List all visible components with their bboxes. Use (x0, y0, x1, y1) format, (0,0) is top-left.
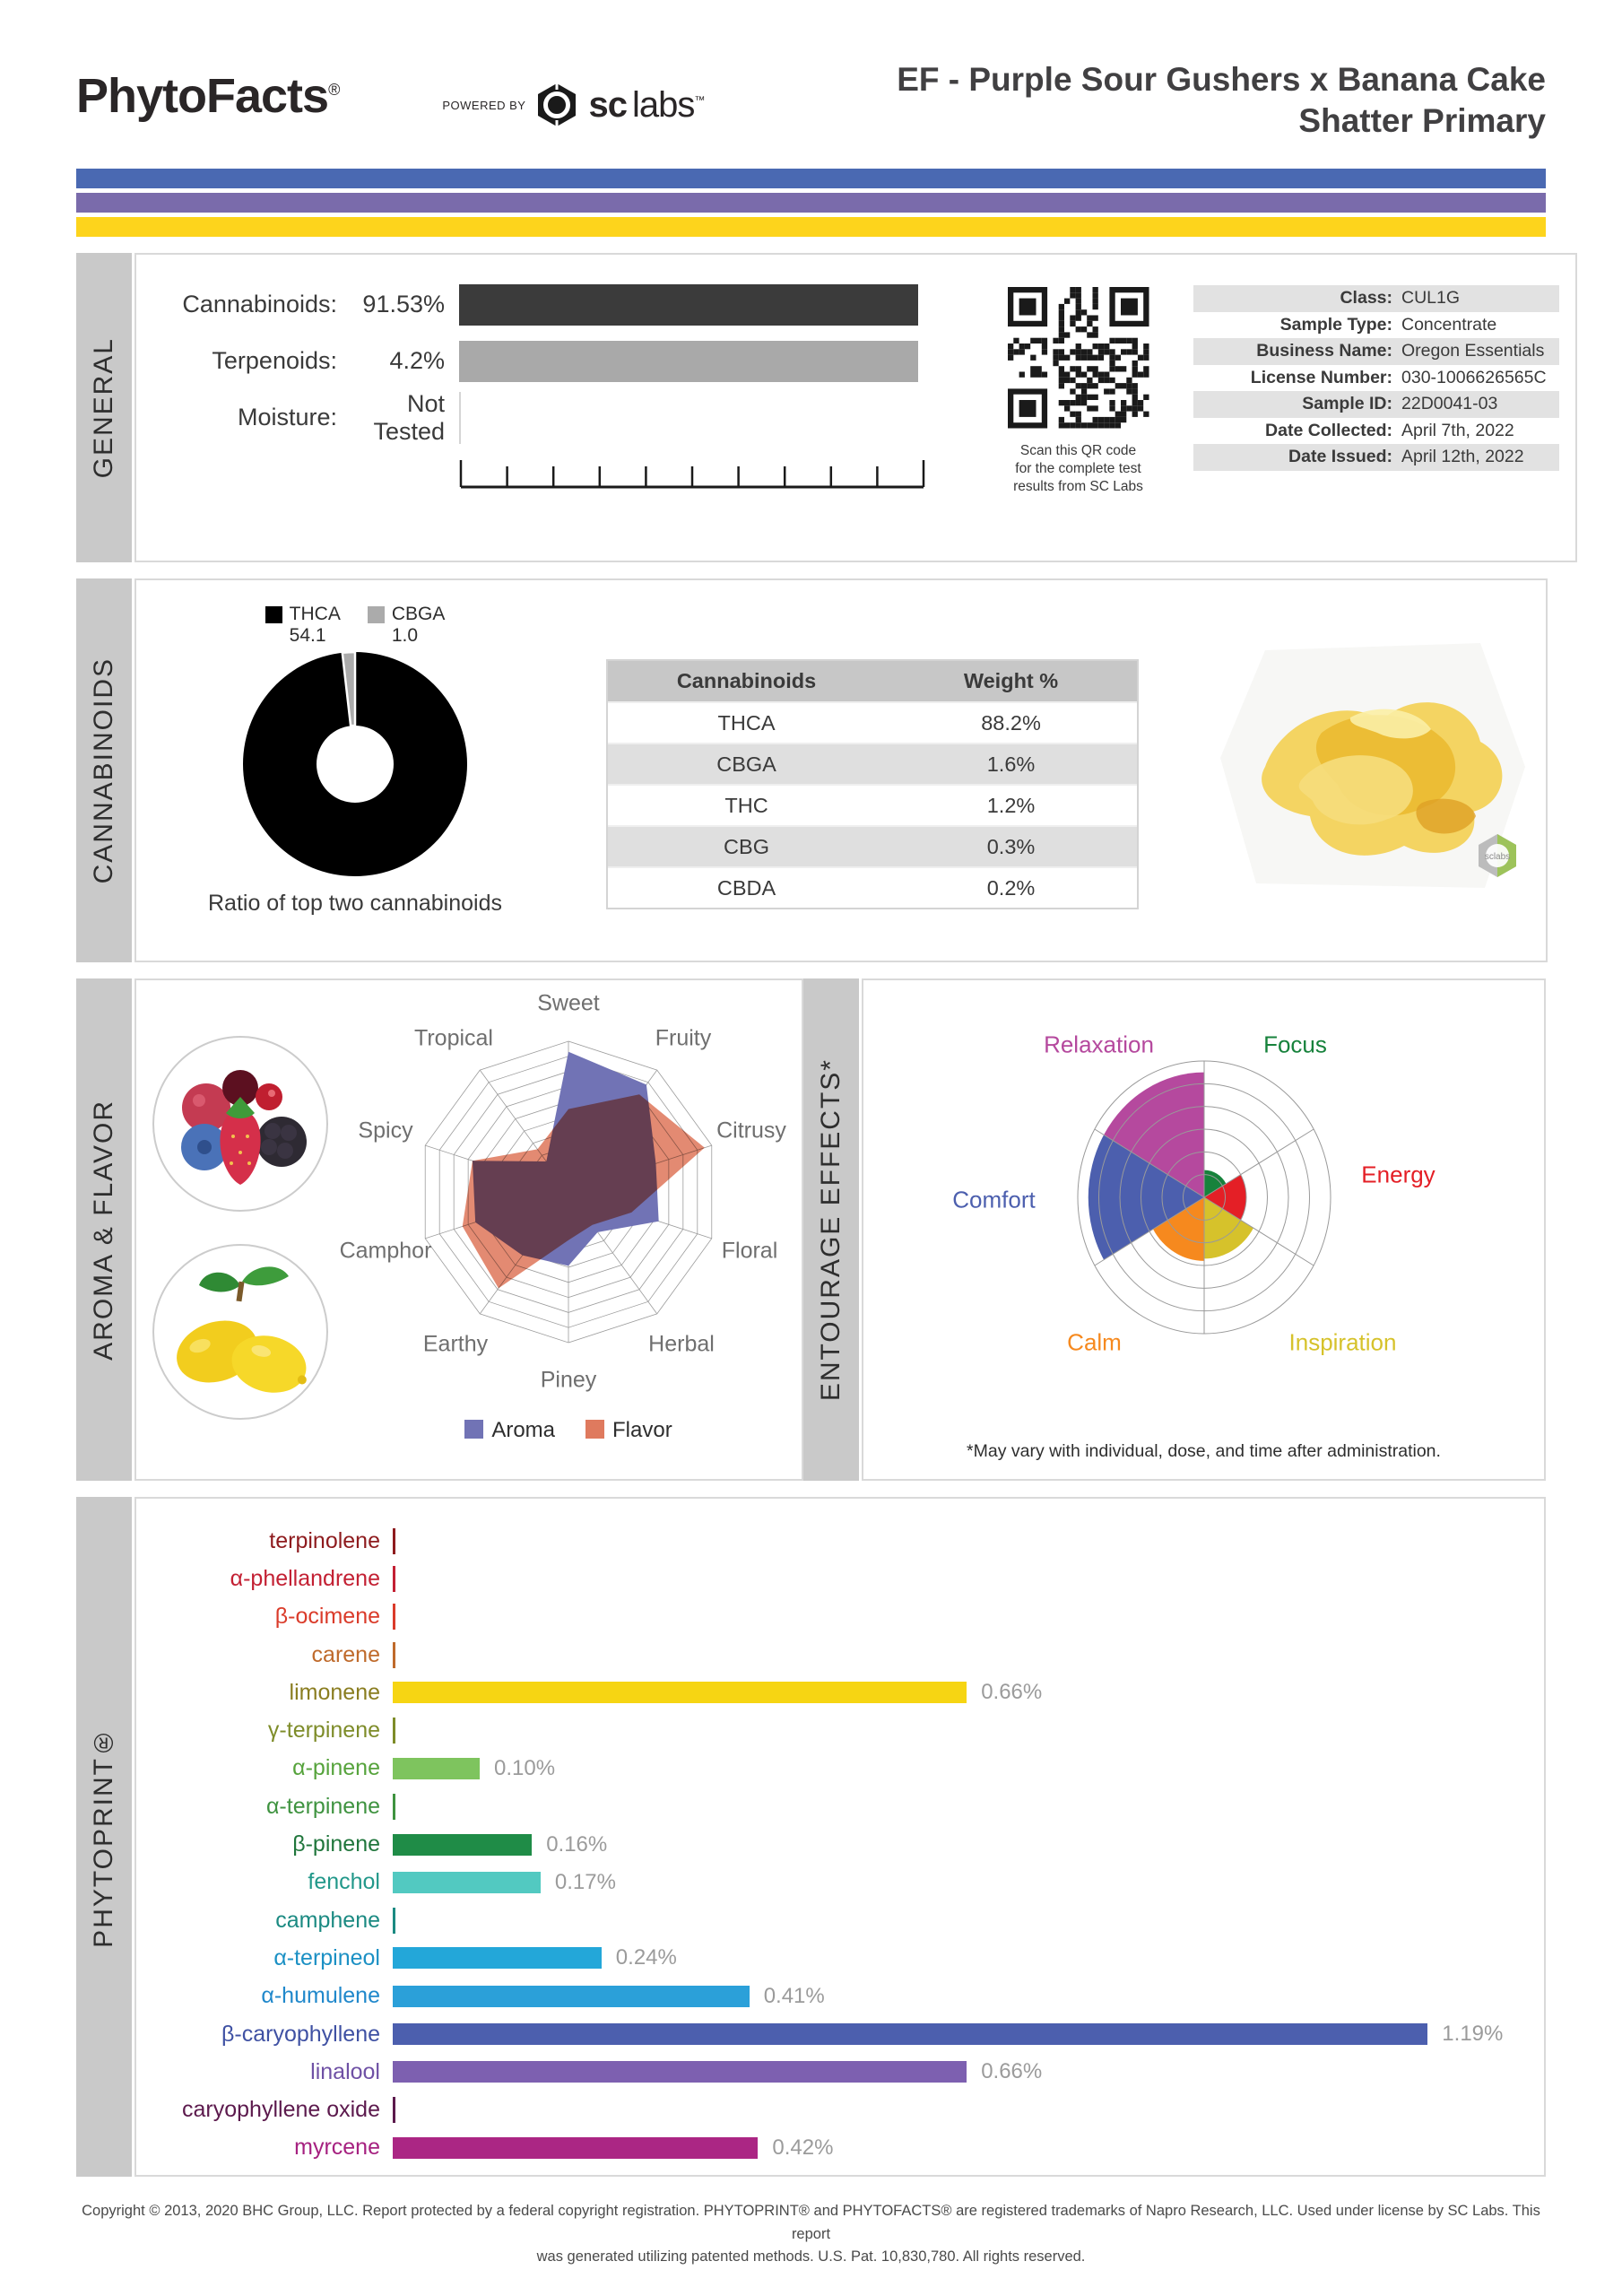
terpene-row (136, 1901, 1544, 1939)
terpene-bar (393, 1834, 532, 1856)
radar-label-floral: Floral (721, 1238, 778, 1264)
terpene-row (136, 1750, 1544, 1787)
section-label-phytoprint: PHYTOPRINT® (76, 1497, 132, 2177)
sample-info-row (1193, 391, 1559, 418)
terpene-name: camphene (275, 1907, 380, 1933)
info-value: CUL1G (1401, 288, 1461, 309)
entourage-label-inspiration: Inspiration (1288, 1328, 1397, 1356)
section-label-cannabinoids: CANNABINOIDS (76, 578, 132, 962)
terpene-row (136, 1939, 1544, 1977)
sclabs-labs: labs (631, 84, 695, 125)
info-value: Oregon Essentials (1401, 341, 1545, 361)
terpene-row (136, 2091, 1544, 2128)
terpene-value: 0.24% (615, 1945, 677, 1970)
powered-by-block (442, 83, 704, 127)
terpene-name: fenchol (308, 1869, 380, 1895)
cannabinoids-total-bar (459, 284, 918, 326)
terpene-row (136, 1636, 1544, 1674)
cannabinoid-table-row (608, 825, 1137, 866)
cannabinoid-ratio-donut (238, 647, 473, 882)
entourage-label-energy: Energy (1361, 1161, 1436, 1188)
cannabinoid-weight: 88.2% (981, 710, 1041, 735)
donut-block (158, 598, 552, 948)
title-line-1: EF - Purple Sour Gushers x Banana Cake (897, 61, 1546, 98)
terpene-bar (393, 1872, 541, 1893)
thca-swatch (265, 606, 282, 623)
sample-info-row (1193, 365, 1559, 392)
copyright-line-2: was generated utilizing patented methods. U.S. Pat. 10,830,780. All rights reserved. (536, 2248, 1086, 2266)
terpene-row (136, 1825, 1544, 1863)
terpene-value: 0.42% (772, 2135, 834, 2160)
cannabinoid-weight: 0.3% (986, 834, 1036, 858)
terpene-value: 0.66% (981, 1680, 1043, 1705)
cannabinoid-name: Cannabinoids (676, 669, 817, 692)
cannabinoid-weight: 0.2% (986, 875, 1036, 900)
terpene-name: limonene (289, 1679, 380, 1705)
radar-label-piney: Piney (540, 1367, 597, 1393)
berries-image (152, 1036, 328, 1212)
cannabinoid-table-row (608, 784, 1137, 825)
cannabinoid-name: THCA (717, 710, 776, 735)
cannabinoid-table (606, 659, 1139, 909)
terpene-bar (393, 2061, 967, 2083)
moisture-axis-tick (459, 392, 461, 444)
terpene-name: terpinolene (269, 1527, 380, 1553)
title-line-2: Shatter Primary (1298, 101, 1546, 139)
aroma-radar-chart (335, 989, 802, 1404)
accent-bar-blue (76, 169, 1546, 188)
lemons-image (152, 1244, 328, 1420)
copyright-line-1: Copyright © 2013, 2020 BHC Group, LLC. Report protected by a federal copyright registration. PHYTOPRINT® and PHYTOFACTS® are registered trademarks of Napro Research, LLC. Used under license by SC Labs. This report (82, 2203, 1540, 2242)
powered-by-label: POWERED BY (442, 98, 526, 112)
terpene-value: 0.17% (554, 1869, 616, 1894)
terpene-name: α-humulene (261, 1983, 380, 2009)
cannabinoid-table-row (608, 743, 1137, 784)
entourage-panel (862, 978, 1546, 1481)
aroma-radar-block (335, 989, 802, 1472)
cannabinoids-total-row (158, 276, 956, 333)
cannabinoid-name: CBG (724, 834, 769, 858)
terpene-row (136, 1978, 1544, 2015)
terpene-bar (393, 2137, 758, 2159)
terpene-name: β-caryophyllene (221, 2021, 380, 2047)
legend-flavor: Flavor (585, 1418, 672, 1443)
cannabinoid-table-row (608, 866, 1137, 908)
qr-caption: Scan this QR code for the complete test results from SC Labs (1013, 443, 1143, 494)
flavor-swatch (585, 1420, 604, 1439)
terpene-row (136, 1560, 1544, 1597)
cannabinoid-weight: 1.2% (986, 793, 1036, 817)
terpene-name: carene (311, 1641, 380, 1667)
sclabs-wordmark (588, 85, 704, 126)
terpene-name: α-phellandrene (230, 1565, 380, 1591)
general-totals (158, 276, 956, 548)
sample-info-row (1193, 338, 1559, 365)
brand-text: PhytoFacts (76, 69, 329, 123)
radar-label-citrusy: Citrusy (716, 1118, 786, 1144)
trademark-mark: ™ (694, 93, 705, 107)
entourage-label-calm: Calm (1067, 1328, 1122, 1356)
sclabs-sc: sc (588, 84, 627, 125)
info-label: Sample ID: (1302, 394, 1392, 414)
entourage-label-comfort: Comfort (952, 1186, 1036, 1213)
cannabinoid-table-row (608, 661, 1137, 701)
section-general (76, 253, 1546, 562)
terpene-row (136, 1598, 1544, 1636)
terpene-bar (393, 1947, 602, 1969)
terpene-bar (393, 1758, 480, 1779)
info-value: April 12th, 2022 (1401, 447, 1524, 467)
radar-label-earthy: Earthy (422, 1331, 489, 1357)
sample-info-row (1193, 285, 1559, 312)
radar-label-tropical: Tropical (414, 1025, 493, 1051)
sclabs-hexagon-icon (536, 83, 577, 127)
cannabinoid-table-row (608, 701, 1137, 743)
moisture-value: Not Tested (373, 389, 445, 445)
aroma-swatch (464, 1420, 483, 1439)
phytoprint-panel (134, 1497, 1546, 2177)
terpene-value: 0.66% (981, 2059, 1043, 2084)
entourage-chart (890, 991, 1518, 1411)
general-panel (134, 253, 1577, 562)
aroma-flavor-legend (464, 1418, 672, 1443)
info-label: Date Issued: (1288, 447, 1392, 467)
info-value: 030-1006626565C (1401, 367, 1547, 387)
terpene-value: 1.19% (1442, 2022, 1504, 2046)
info-value: Concentrate (1401, 314, 1497, 335)
cannabinoid-name: CBGA (716, 752, 776, 776)
legend-aroma: Aroma (464, 1418, 555, 1443)
section-label-general: GENERAL (76, 253, 132, 562)
terpene-row (136, 2015, 1544, 2053)
legend-item-cbga: CBGA 1.0 (368, 604, 446, 647)
terpene-row (136, 1674, 1544, 1711)
terpene-name: myrcene (294, 2135, 380, 2161)
terpene-bar (393, 1566, 395, 1592)
terpene-name: β-pinene (292, 1831, 380, 1857)
accent-bar-purple (76, 193, 1546, 213)
entourage-footnote: *May vary with individual, dose, and time after administration. (967, 1441, 1441, 1461)
qr-block (986, 276, 1170, 548)
terpenoids-total-label: Terpenoids: (212, 347, 337, 374)
terpene-bar (393, 2023, 1427, 2045)
aroma-images (145, 989, 335, 1472)
terpene-name: β-ocimene (274, 1604, 380, 1630)
info-value: 22D0041-03 (1401, 394, 1498, 414)
legend-item-thca: THCA 54.1 (265, 604, 341, 647)
cannabinoid-name: THC (724, 793, 768, 817)
info-label: License Number: (1250, 367, 1392, 387)
terpene-value: 0.10% (494, 1755, 556, 1780)
section-label-entourage: ENTOURAGE EFFECTS* (803, 978, 859, 1481)
terpene-name: α-terpinene (265, 1793, 380, 1819)
copyright-footer (76, 2200, 1546, 2269)
section-phytoprint (76, 1497, 1546, 2177)
moisture-label: Moisture: (237, 404, 337, 430)
moisture-row (158, 389, 956, 446)
terpene-bar (393, 2097, 395, 2123)
terpenoids-total-bar (459, 341, 918, 382)
sample-photo (1216, 632, 1530, 897)
terpene-bar (393, 1794, 395, 1820)
info-label: Class: (1340, 288, 1392, 309)
terpenoids-total-row (158, 333, 956, 389)
radar-label-herbal: Herbal (648, 1331, 715, 1357)
radar-label-spicy: Spicy (358, 1118, 413, 1144)
terpene-name: caryophyllene oxide (182, 2097, 380, 2123)
terpene-row (136, 2053, 1544, 2091)
entourage-label-focus: Focus (1263, 1031, 1327, 1058)
qr-code (1008, 287, 1149, 429)
radar-label-camphor: Camphor (339, 1238, 432, 1264)
terpene-name: α-pinene (292, 1755, 380, 1781)
phytofacts-logo (76, 68, 339, 124)
svg-text:sclabs: sclabs (1484, 852, 1511, 862)
report-header (0, 0, 1622, 156)
scale-ruler (459, 457, 925, 491)
terpene-bar (393, 1682, 967, 1703)
radar-label-sweet: Sweet (537, 990, 600, 1016)
info-label: Date Collected: (1265, 420, 1392, 440)
terpene-row (136, 1864, 1544, 1901)
aroma-flavor-panel (134, 978, 803, 1481)
section-label-aroma-flavor: AROMA & FLAVOR (76, 978, 132, 1481)
sample-info-row (1193, 312, 1559, 339)
terpene-row (136, 2129, 1544, 2167)
terpene-bar (393, 1642, 395, 1668)
terpene-row (136, 1522, 1544, 1560)
terpene-bar (393, 1528, 395, 1554)
terpene-row (136, 1711, 1544, 1749)
terpene-bar (393, 1604, 395, 1630)
accent-bar-yellow (76, 217, 1546, 237)
report-title (897, 59, 1546, 141)
terpene-value: 0.41% (763, 1983, 825, 2008)
terpene-row (136, 1787, 1544, 1825)
sample-info-row (1193, 418, 1559, 445)
cannabinoids-panel (134, 578, 1548, 962)
cannabinoid-weight: 1.6% (986, 752, 1036, 776)
terpene-value: 0.16% (546, 1831, 608, 1857)
section-aroma-entourage (76, 978, 1546, 1481)
section-cannabinoids (76, 578, 1546, 962)
cannabinoids-total-label: Cannabinoids: (182, 291, 337, 317)
donut-caption: Ratio of top two cannabinoids (208, 891, 502, 916)
sample-info-row (1193, 444, 1559, 471)
entourage-label-relaxation: Relaxation (1044, 1031, 1154, 1058)
registered-mark: ® (328, 81, 340, 99)
cannabinoid-name: CBDA (716, 875, 776, 900)
terpene-bar (393, 1718, 395, 1744)
terpene-name: γ-terpinene (267, 1718, 380, 1744)
info-value: April 7th, 2022 (1401, 420, 1514, 440)
terpene-name: linalool (310, 2058, 380, 2084)
terpenoids-total-value: 4.2% (389, 347, 445, 374)
accent-bars (76, 169, 1546, 237)
terpene-name: α-terpineol (273, 1944, 380, 1970)
donut-legend (265, 604, 446, 647)
sample-info-table (1193, 276, 1559, 548)
cannabinoids-total-value: 91.53% (362, 291, 445, 317)
info-label: Sample Type: (1279, 314, 1392, 335)
info-label: Business Name: (1256, 341, 1392, 361)
cannabinoid-weight: Weight % (963, 669, 1059, 692)
terpene-bar (393, 1908, 395, 1934)
terpene-bar (393, 1986, 750, 2007)
radar-label-fruity: Fruity (655, 1025, 712, 1051)
cbga-swatch (368, 606, 385, 623)
